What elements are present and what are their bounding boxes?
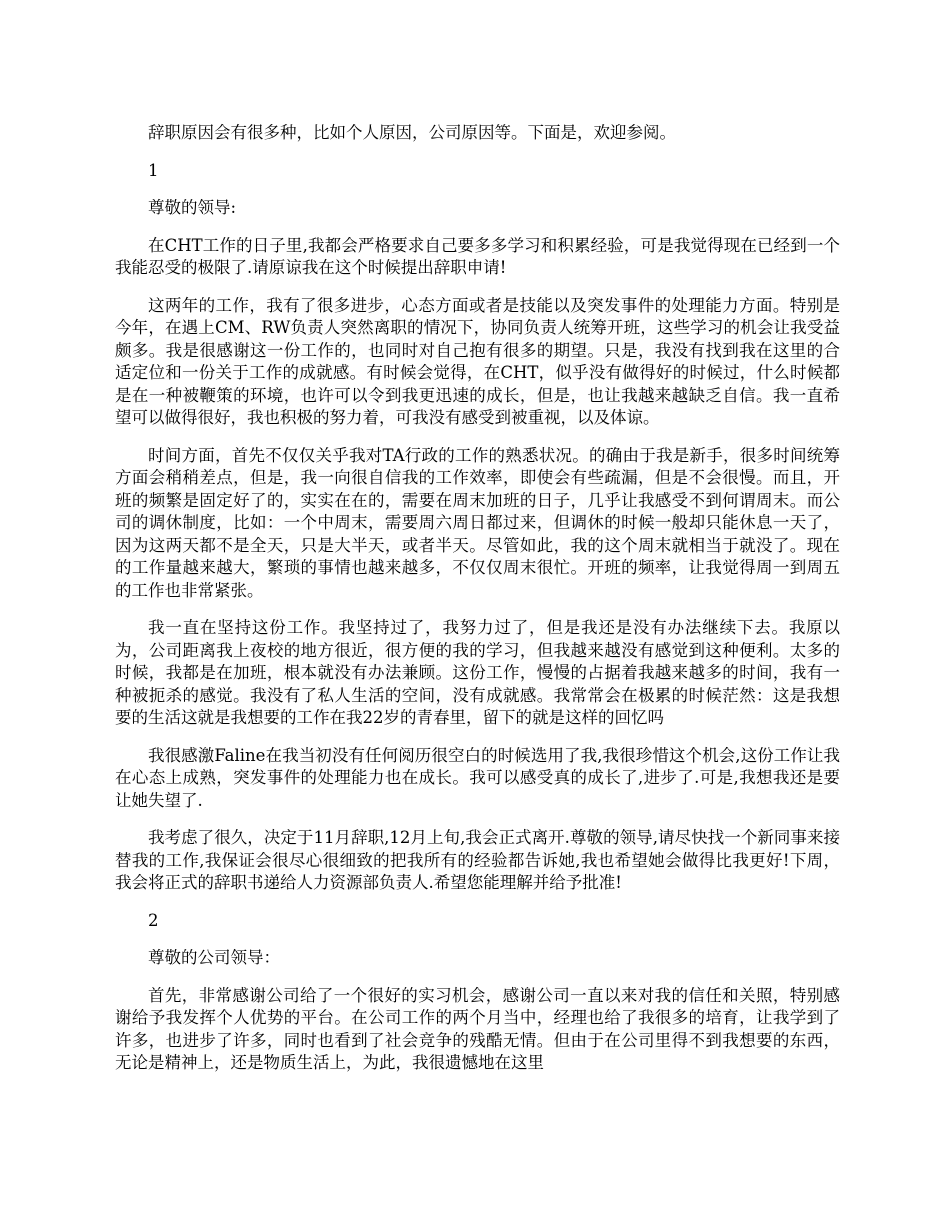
letter-1-paragraph: 我很感激Faline在我当初没有任何阅历很空白的时候选用了我,我很珍惜这个机会,这份工作让我在心态上成熟，突发事件的处理能力也在成长。我可以感受真的成长了,进步了.可是,我想我还是要让她失望了. [115,745,840,810]
letter-1-paragraph: 我一直在坚持这份工作。我坚持过了，我努力过了，但是我还是没有办法继续下去。我原以为，公司距离我上夜校的地方很近，很方便的我的学习，但我越来越没有感觉到这种便利。太多的时候，我都是在加班，根本就没有办法兼顾。这份工作，慢慢的占据着我越来越多的时间，我有一种被扼杀的感觉。我没有了私人生活的空间，没有成就感。我常常会在极累的时候茫然：这是我想要的生活这就是我想要的工作在我22岁的青春里，留下的就是这样的回忆吗 [115,618,840,727]
intro-paragraph: 辞职原因会有很多种，比如个人原因，公司原因等。下面是，欢迎参阅。 [148,123,676,142]
letter-1-paragraph: 在CHT工作的日子里,我都会严格要求自己要多多学习和积累经验，可是我觉得现在已经到一个我能忍受的极限了.请原谅我在这个时候提出辞职申请! [115,235,840,277]
letter-1-paragraph: 这两年的工作，我有了很多进步，心态方面或者是技能以及突发事件的处理能力方面。特别是今年，在遇上CM、RW负责人突然离职的情况下，协同负责人统筹开班，这些学习的机会让我受益颇多。我是很感谢这一份工作的，也同时对自己抱有很多的期望。只是，我没有找到我在这里的合适定位和一份关于工作的成就感。有时候会觉得，在CHT，似乎没有做得好的时候过，什么时候都是在一种被鞭策的环境，也许可以令到我更迅速的成长，但是，也让我越来越缺乏自信。我一直希望可以做得很好，我也积极的努力着，可我没有感受到被重视，以及体谅。 [115,295,840,427]
letter-1-paragraph: 我考虑了很久，决定于11月辞职,12月上旬,我会正式离开.尊敬的领导,请尽快找一个新同事来接替我的工作,我保证会很尽心很细致的把我所有的经验都告诉她,我也希望她会做得比我更好!下周，我会将正式的辞职书递给人力资源部负责人.希望您能理解并给予批准! [115,828,840,892]
letter-1-paragraph: 时间方面，首先不仅仅关乎我对TA行政的工作的熟悉状况。的确由于我是新手，很多时间统筹方面会稍稍差点，但是，我一向很自信我的工作效率，即使会有些疏漏，但是不会很慢。而且，开班的频繁是固定好了的，实实在在的，需要在周末加班的日子，几乎让我感受不到何谓周末。而公司的调休制度，比如：一个中周末，需要周六周日都过来，但调休的时候一般却只能休息一天了，因为这两天都不是全天，只是大半天，或者半天。尽管如此，我的这个周末就相当于就没了。现在的工作量越来越大，繁琐的事情也越来越多，不仅仅周末很忙。开班的频率，让我觉得周一到周五的工作也非常紧张。 [115,445,840,600]
letter-2-paragraph: 首先，非常感谢公司给了一个很好的实习机会，感谢公司一直以来对我的信任和关照，特别感谢给予我发挥个人优势的平台。在公司工作的两个月当中，经理也给了我很多的培育，让我学到了许多，也进步了许多，同时也看到了社会竞争的残酷无情。但由于在公司里得不到我想要的东西，无论是精神上，还是物质生活上，为此，我很遗憾地在这里 [115,985,840,1072]
section-number-1: 1 [148,160,159,180]
letter-2-salutation: 尊敬的公司领导： [148,948,280,967]
letter-1-salutation: 尊敬的领导: [148,198,237,217]
document-body [115,122,840,1090]
section-number-2: 2 [148,910,159,930]
